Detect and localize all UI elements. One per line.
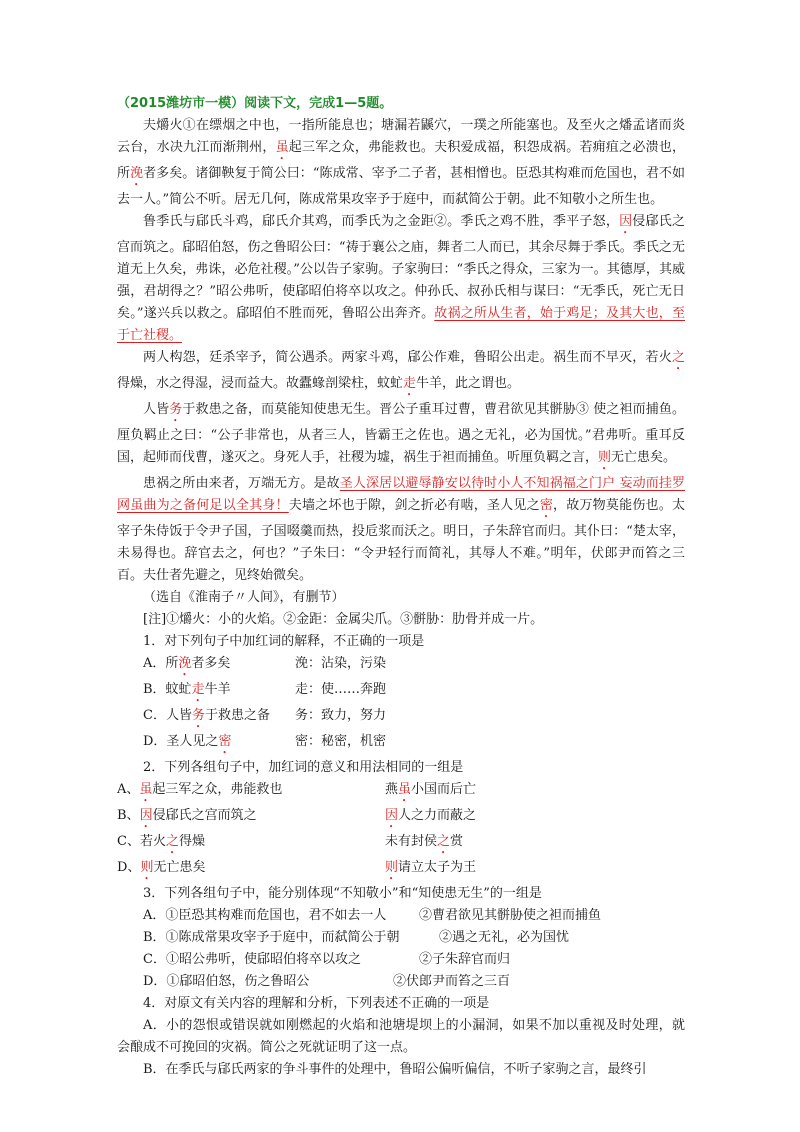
passage-paragraph-1: 夫爝火①在缥烟之中也，一指所能息也；塘漏若鼷穴，一璞之所能塞也。及至火之燔孟诸而炎云台，水决九江而渐荆州，虽起三军之众，弗能救也。夫积爱成福，积怨成祸。若痈疽之必溃也，所浼者多矣。诸御鞅复于简公曰：“陈成常、宰予二子者，甚相憎也。臣恐其构难而危国也，君不如去一人。”简公不听。居无几何，陈成常果攻宰予于庭中，而弑简公于朝。此不知敬小之所生也。 (117, 118, 685, 207)
question-1-stem: 1．对下列句子中加红词的解释，不正确的一项是 (143, 634, 425, 649)
question-3-option-a: A．①臣恐其构难而危国也，君不如去一人 ②曹君欲见其骿胁使之袒而捕鱼 (143, 908, 602, 923)
question-1-option-c: C．人皆务于救患之备 务：致力，努力 (143, 708, 387, 723)
document-page (117, 93, 685, 1081)
question-4-option-b: B．在季氏与郈氏两家的争斗事件的处理中，鲁昭公偏听偏信，不听子家驹之言，最终引 (143, 1062, 647, 1077)
question-3-option-d: D．①郈昭伯怒，伤之鲁昭公 ②伏郎尹而笞之三百 (143, 974, 511, 989)
emphasis-word: 走 (403, 376, 417, 391)
section-title: （2015潍坊市一模）阅读下文，完成1—5题。 (117, 96, 393, 111)
question-2-option-c: C、若火之得燥 未有封侯之赏 (117, 834, 464, 849)
question-3-option-b: B．①陈成常果攻宰予于庭中，而弑简公于朝 ②遇之无礼，必为国忧 (143, 930, 570, 945)
question-1-option-d: D．圣人见之密 密：秘密，机密 (143, 734, 387, 749)
underlined-sentence: 圣人深居以避辱静安以待时小人不知祸福之门户 妄动而挂罗网虽曲为之备何足以全其身！ (117, 476, 685, 513)
question-4-stem: 4．对原文有关内容的理解和分析，下列表述不正确的一项是 (143, 996, 490, 1011)
emphasis-word: 虽 (275, 140, 289, 155)
passage-paragraph-5: 患祸之所由来者，万端无方。是故圣人深居以避辱静安以待时小人不知祸福之门户 妄动而挂罗网虽曲为之备何足以全其身！夫墙之坏也于隙，剑之折必有啮，圣人见之密，故万物莫能伤也。太宰子朱侍饭于令尹子国，子国啜羹而热，投卮浆而沃之。明日，子朱辞官而归。其仆曰：“楚太宰，未易得也。辞官去之，何也？”子朱曰：“令尹轻行而简礼，其辱人不难。”明年，伏郎尹而笞之三百。夫仕者先避之，见终始微矣。 (117, 476, 685, 583)
passage-paragraph-4: 人皆务于救患之备，而莫能知使患无生。晋公子重耳过曹，曹君欲见其骿胁③ 使之袒而捕鱼。厘负羁止之曰：“公子非常也，从者三人，皆霸王之佐也。遇之无礼，必为国忧。”君弗听。重耳反国，起师而伐曹，遂灭之。身死人手，社稷为墟，祸生于袒而捕鱼。听厘负羁之言，则无亡患矣。 (117, 402, 685, 465)
question-3-stem: 3．下列各组句子中，能分别体现“不知敬小”和“知使患无生”的一组是 (143, 886, 542, 901)
question-4-option-a: A．小的怨恨或错误就如刚燃起的火焰和池塘堤坝上的小漏洞，如果不加以重视及时处理，就会酿成不可挽回的灾祸。简公之死就证明了这一点。 (117, 1018, 685, 1055)
question-2-stem: 2．下列各组句子中，加红词的意义和用法相同的一组是 (143, 760, 464, 775)
emphasis-word: 密 (539, 498, 554, 513)
emphasis-word: 之 (671, 350, 685, 365)
emphasis-word: 因 (619, 214, 633, 229)
question-1-option-a: A．所浼者多矣 浼：沾染，污染 (143, 656, 387, 671)
annotation-notes: [注]①爝火：小的火焰。②金距：金属尖爪。③骿胁：肋骨并成一片。 (143, 612, 544, 627)
passage-paragraph-3: 两人构怨，廷杀宰予，简公遇杀。两家斗鸡，郈公作难，鲁昭公出走。祸生而不早灭，若火之得燥，水之得湿，浸而益大。故蠹蝝剖梁柱，蚊虻走牛羊，此之谓也。 (117, 350, 685, 391)
source-citation: （选自《淮南子〃人间》，有删节） (143, 590, 345, 605)
emphasis-word: 则 (598, 450, 612, 465)
underlined-sentence: 故祸之所从生者，始于鸡足；及其大也，至于亡社稷。 (117, 306, 685, 343)
question-2-option-b: B、因侵郈氏之宫而筑之 因人之力而蔽之 (117, 808, 477, 823)
emphasis-word: 务 (169, 402, 183, 417)
passage-paragraph-2: 鲁季氏与郈氏斗鸡，郈氏介其鸡，而季氏为之金距②。季氏之鸡不胜，季平子怒，因侵郈氏之宫而筑之。郈昭伯怒，伤之鲁昭公曰：“祷于襄公之庙，舞者二人而已，其余尽舞于季氏。季氏之无道无上久矣，弗诛，必危社稷。”公以告子家驹。子家驹曰：“季氏之得众，三家为一。其德厚，其威强，君胡得之？”昭公弗听，使郈昭伯将卒以攻之。仲孙氏、叔孙氏相与谋曰：“无季氏，死亡无日矣。”遂兴兵以救之。郈昭伯不胜而死，鲁昭公出奔齐。故祸之所从生者，始于鸡足；及其大也，至于亡社稷。 (117, 214, 685, 343)
question-2-option-a: A、虽起三军之众，弗能救也 燕虽小国而后亡 (117, 782, 477, 797)
question-2-option-d: D、则无亡患矣 则请立太子为王 (117, 860, 477, 875)
question-3-option-c: C．①昭公弗听，使郈昭伯将卒以攻之 ②子朱辞官而归 (143, 952, 511, 967)
question-1-option-b: B．蚊虻走牛羊 走：使……奔跑 (143, 682, 387, 697)
emphasis-word: 浼 (130, 166, 144, 181)
